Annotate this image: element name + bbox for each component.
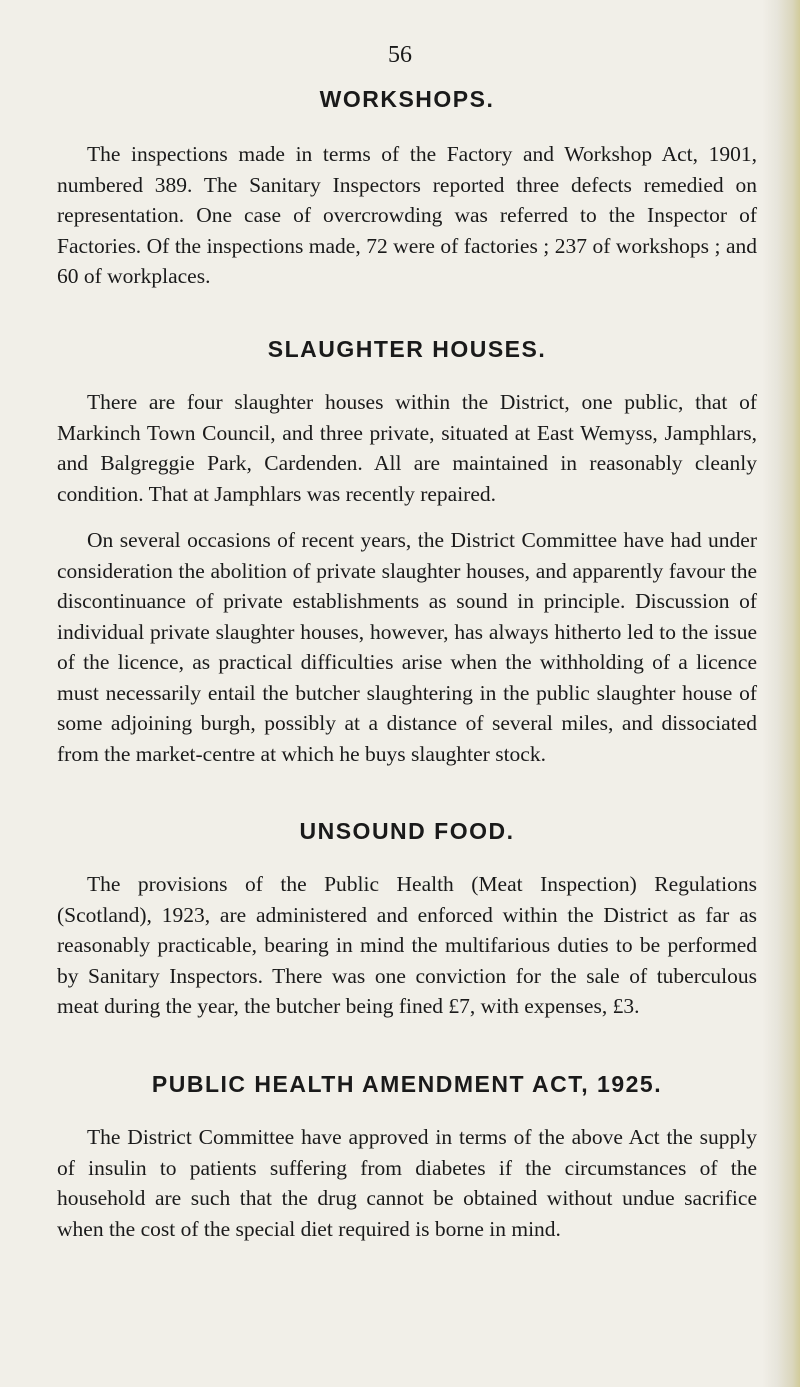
section-heading: UNSOUND FOOD. bbox=[299, 818, 515, 844]
section-slaughter-houses bbox=[57, 336, 757, 769]
paragraph: The District Committee have approved in terms of the above Act the supply of insulin to patients suffering from diabetes if the circumstances of the household are such that the drug cannot be obtained without undue sacrifice when the cost of the special diet required is borne in mind. bbox=[57, 1125, 757, 1241]
paragraph: On several occasions of recent years, the District Committee have had under consideration the abolition of private slaughter houses, and apparently favour the discontinuance of private establishments as sound in principle. Discussion of individual private slaughter houses, however, has always hitherto led to the issue of the licence, as practical difficulties arise when the withholding of a licence must necessarily entail the butcher slaughtering in the public slaughter house of some adjoining burgh, possibly at a distance of several miles, and dissociated from the market-centre at which he buys slaughter stock. bbox=[57, 528, 757, 766]
section-heading: SLAUGHTER HOUSES. bbox=[267, 336, 547, 362]
section-heading: WORKSHOPS. bbox=[319, 86, 495, 112]
section-public-health-amendment-act bbox=[57, 1071, 757, 1244]
paragraph: The inspections made in terms of the Factory and Workshop Act, 1901, numbered 389. The Sanitary Inspectors reported three defects remedied on representation. One case of overcrowding was referred to the Inspector of Factories. Of the inspections made, 72 were of factories ; 237 of workshops ; and 60 of workplaces. bbox=[57, 142, 757, 288]
section-workshops bbox=[57, 86, 757, 292]
section-heading: PUBLIC HEALTH AMENDMENT ACT, 1925. bbox=[151, 1071, 663, 1097]
section-unsound-food bbox=[57, 818, 757, 1022]
page-edge-shadow bbox=[762, 0, 800, 1387]
page-number: 56 bbox=[388, 42, 412, 68]
paragraph: There are four slaughter houses within the District, one public, that of Markinch Town Council, and three private, situated at East Wemyss, Jamphlars, and Balgreggie Park, Cardenden. All are maintained in reasonably cleanly condition. That at Jamphlars was recently repaired. bbox=[57, 390, 757, 506]
paragraph: The provisions of the Public Health (Meat Inspection) Regulations (Scotland), 1923, are administered and enforced within the District as far as reasonably practicable, bearing in mind the multifarious duties to be performed by Sanitary Inspectors. There was one conviction for the sale of tuberculous meat during the year, the butcher being fined £7, with expenses, £3. bbox=[57, 872, 757, 1018]
